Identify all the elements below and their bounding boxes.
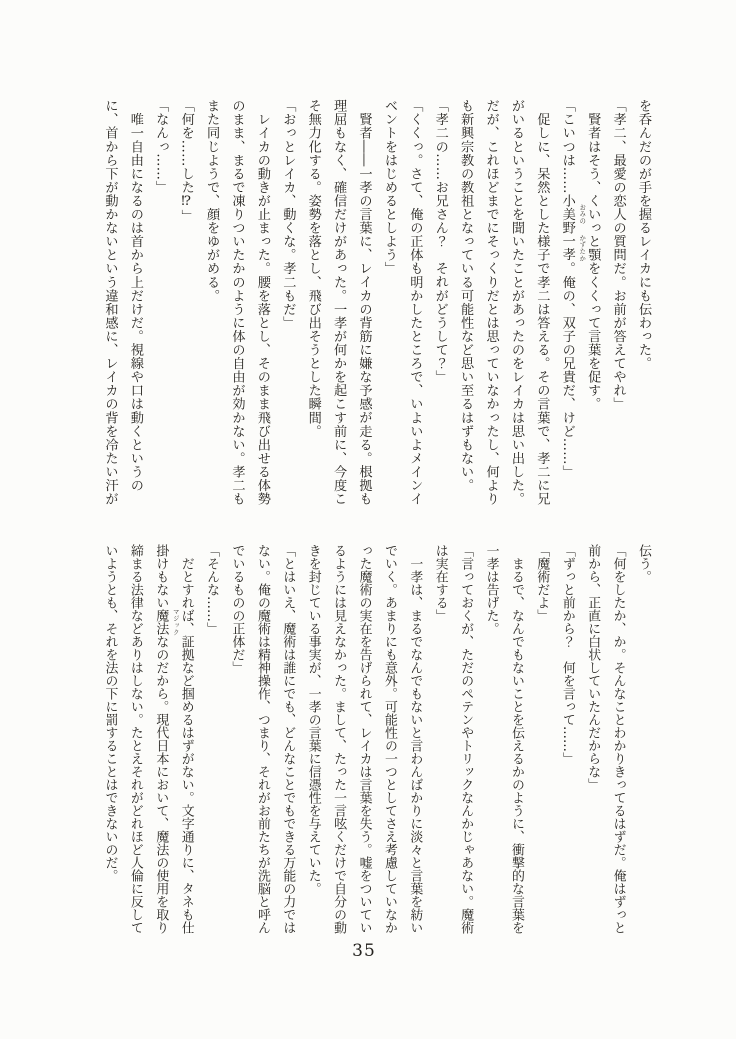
ruby-base: 小美野 おみの (559, 193, 586, 235)
page-number: 35 (352, 941, 376, 961)
text-column: レイカの動きが止まった。腰を落とし、そのまま飛び出せる体勢 (254, 99, 270, 506)
furigana: かずたか (578, 234, 586, 262)
text-block-bottom (97, 544, 656, 938)
text-column: を呑んだのが手を握るレイカにも伝わった。 (636, 99, 651, 370)
text-column: 掛けもない魔法 マジック なのだから。現代日本において、魔法の使用を取り (153, 544, 179, 934)
text-column: 「とはいえ、魔術は誰にでも、どんなことでもできる万能の力では (280, 544, 296, 934)
text-column: 「ずっと前から？ 何を言って……」 (559, 544, 575, 765)
text-column: 「こいつは……小美野 おみの 一孝 かずたか 。俺の、双子の兄貴だ、けど……」 (559, 99, 586, 479)
text-block-top (97, 99, 656, 519)
text-column: きを封じている事実が、一孝の言葉に信憑性を与えていた。 (305, 544, 321, 895)
text-column: がいるということを聞いたことがあったのをレイカは思い出した。 (508, 99, 524, 506)
furigana: マジック (171, 608, 179, 636)
text-column: でいるものの正体だ」 (229, 544, 245, 674)
text-column: そ無力化する。姿勢を落とし、飛び出そうとした瞬間。 (305, 99, 321, 438)
text-column: 前から、正直に白状していたんだからな」 (585, 544, 601, 791)
text-column: だが、これほどまでにそっくりだとは思っていなかったし、何より (483, 99, 499, 506)
text-column: に、首から下が動かないという違和感に、レイカの背を冷たい汗が (102, 99, 118, 506)
text-column: だとすれば、証拠など掴めるはずがない。文字通りに、タネも仕 (178, 544, 194, 934)
text-column: 一孝は告げた。 (483, 544, 499, 635)
text-column: 「孝二、最愛の恋人の質問だ。お前が答えてやれ」 (610, 99, 626, 411)
text-column: 促しに、呆然とした様子で孝二は答える。その言葉で、孝二に兄 (534, 99, 550, 506)
text-column: 「孝二の……お兄さん？ それがどうして？」 (432, 99, 448, 384)
text-column: でいく。あまりにも意外。可能性の一つとしてさえ考慮していなか (381, 544, 397, 934)
text-column: は実在する」 (432, 544, 448, 622)
text-column: 「なんっ……」 (153, 99, 169, 194)
text-column: 賢者はそう、くいっと顎をくくって言葉を促す。 (585, 99, 601, 411)
text-column: 「おっとレイカ、動くな。孝二もだ」 (280, 99, 296, 330)
text-column: 「魔術だよ」 (534, 544, 550, 622)
text-column: 理屈もなく、確信だけがあった。一孝が何かを起こす前に、今度こ (331, 99, 347, 506)
text-column: また同じようで、顔をゆがめる。 (204, 99, 220, 303)
text-column: 賢者――一孝の言葉に、レイカの背筋に嫌な予感が走る。根拠も (356, 99, 372, 506)
text-column: った魔術の実在を告げられて、レイカは言葉を失う。嘘をついてい (356, 544, 372, 934)
text-column: 締まる法律などありはしない。たとえそれがどれほど人倫に反して (127, 544, 143, 934)
furigana: おみの (578, 203, 586, 225)
text-column: いようとも、それを法の下に罰することはできないのだ。 (102, 544, 118, 882)
text-column: 「そんな……」 (204, 544, 220, 635)
text-column: まるで、なんでもないことを伝えるかのように、衝撃的な言葉を (508, 544, 524, 934)
text-column: 「くくっ。さて、俺の正体も明かしたところで、いよいよメインイ (407, 99, 423, 506)
text-column: のまま、まるで凍りついたかのように体の自由が効かない。孝二も (229, 99, 245, 506)
text-column: 一孝は、まるでなんでもないと言わんばかりに淡々と言葉を紡い (407, 544, 423, 934)
text-column: も新興宗教の教祖となっている可能性など思い至るはずもない。 (458, 99, 474, 492)
ruby-base: 一孝 かずたか (559, 234, 586, 262)
text-column: るようには見えなかった。まして、たった一言呟くだけで自分の動 (331, 544, 347, 934)
text-column: 伝う。 (636, 544, 651, 583)
text-column: 唯一自由になるのは首から上だけだ。視線や口は動くというの (127, 99, 143, 492)
text-column: ベントをはじめるとしよう」 (381, 99, 397, 276)
text-column: ない。俺の魔術は精神操作、つまり、それがお前たちが洗脳と呼ん (254, 544, 270, 934)
text-column: 「何をしたか、か。そんなことわかりきってるはずだ。俺はずっと (610, 544, 626, 934)
ruby-base: 魔法 マジック (153, 608, 179, 636)
text-column: 「何を……した⁉」 (178, 99, 194, 223)
text-column: 「言っておくが、ただのペテンやトリックなんかじゃあない。魔術 (458, 544, 474, 934)
